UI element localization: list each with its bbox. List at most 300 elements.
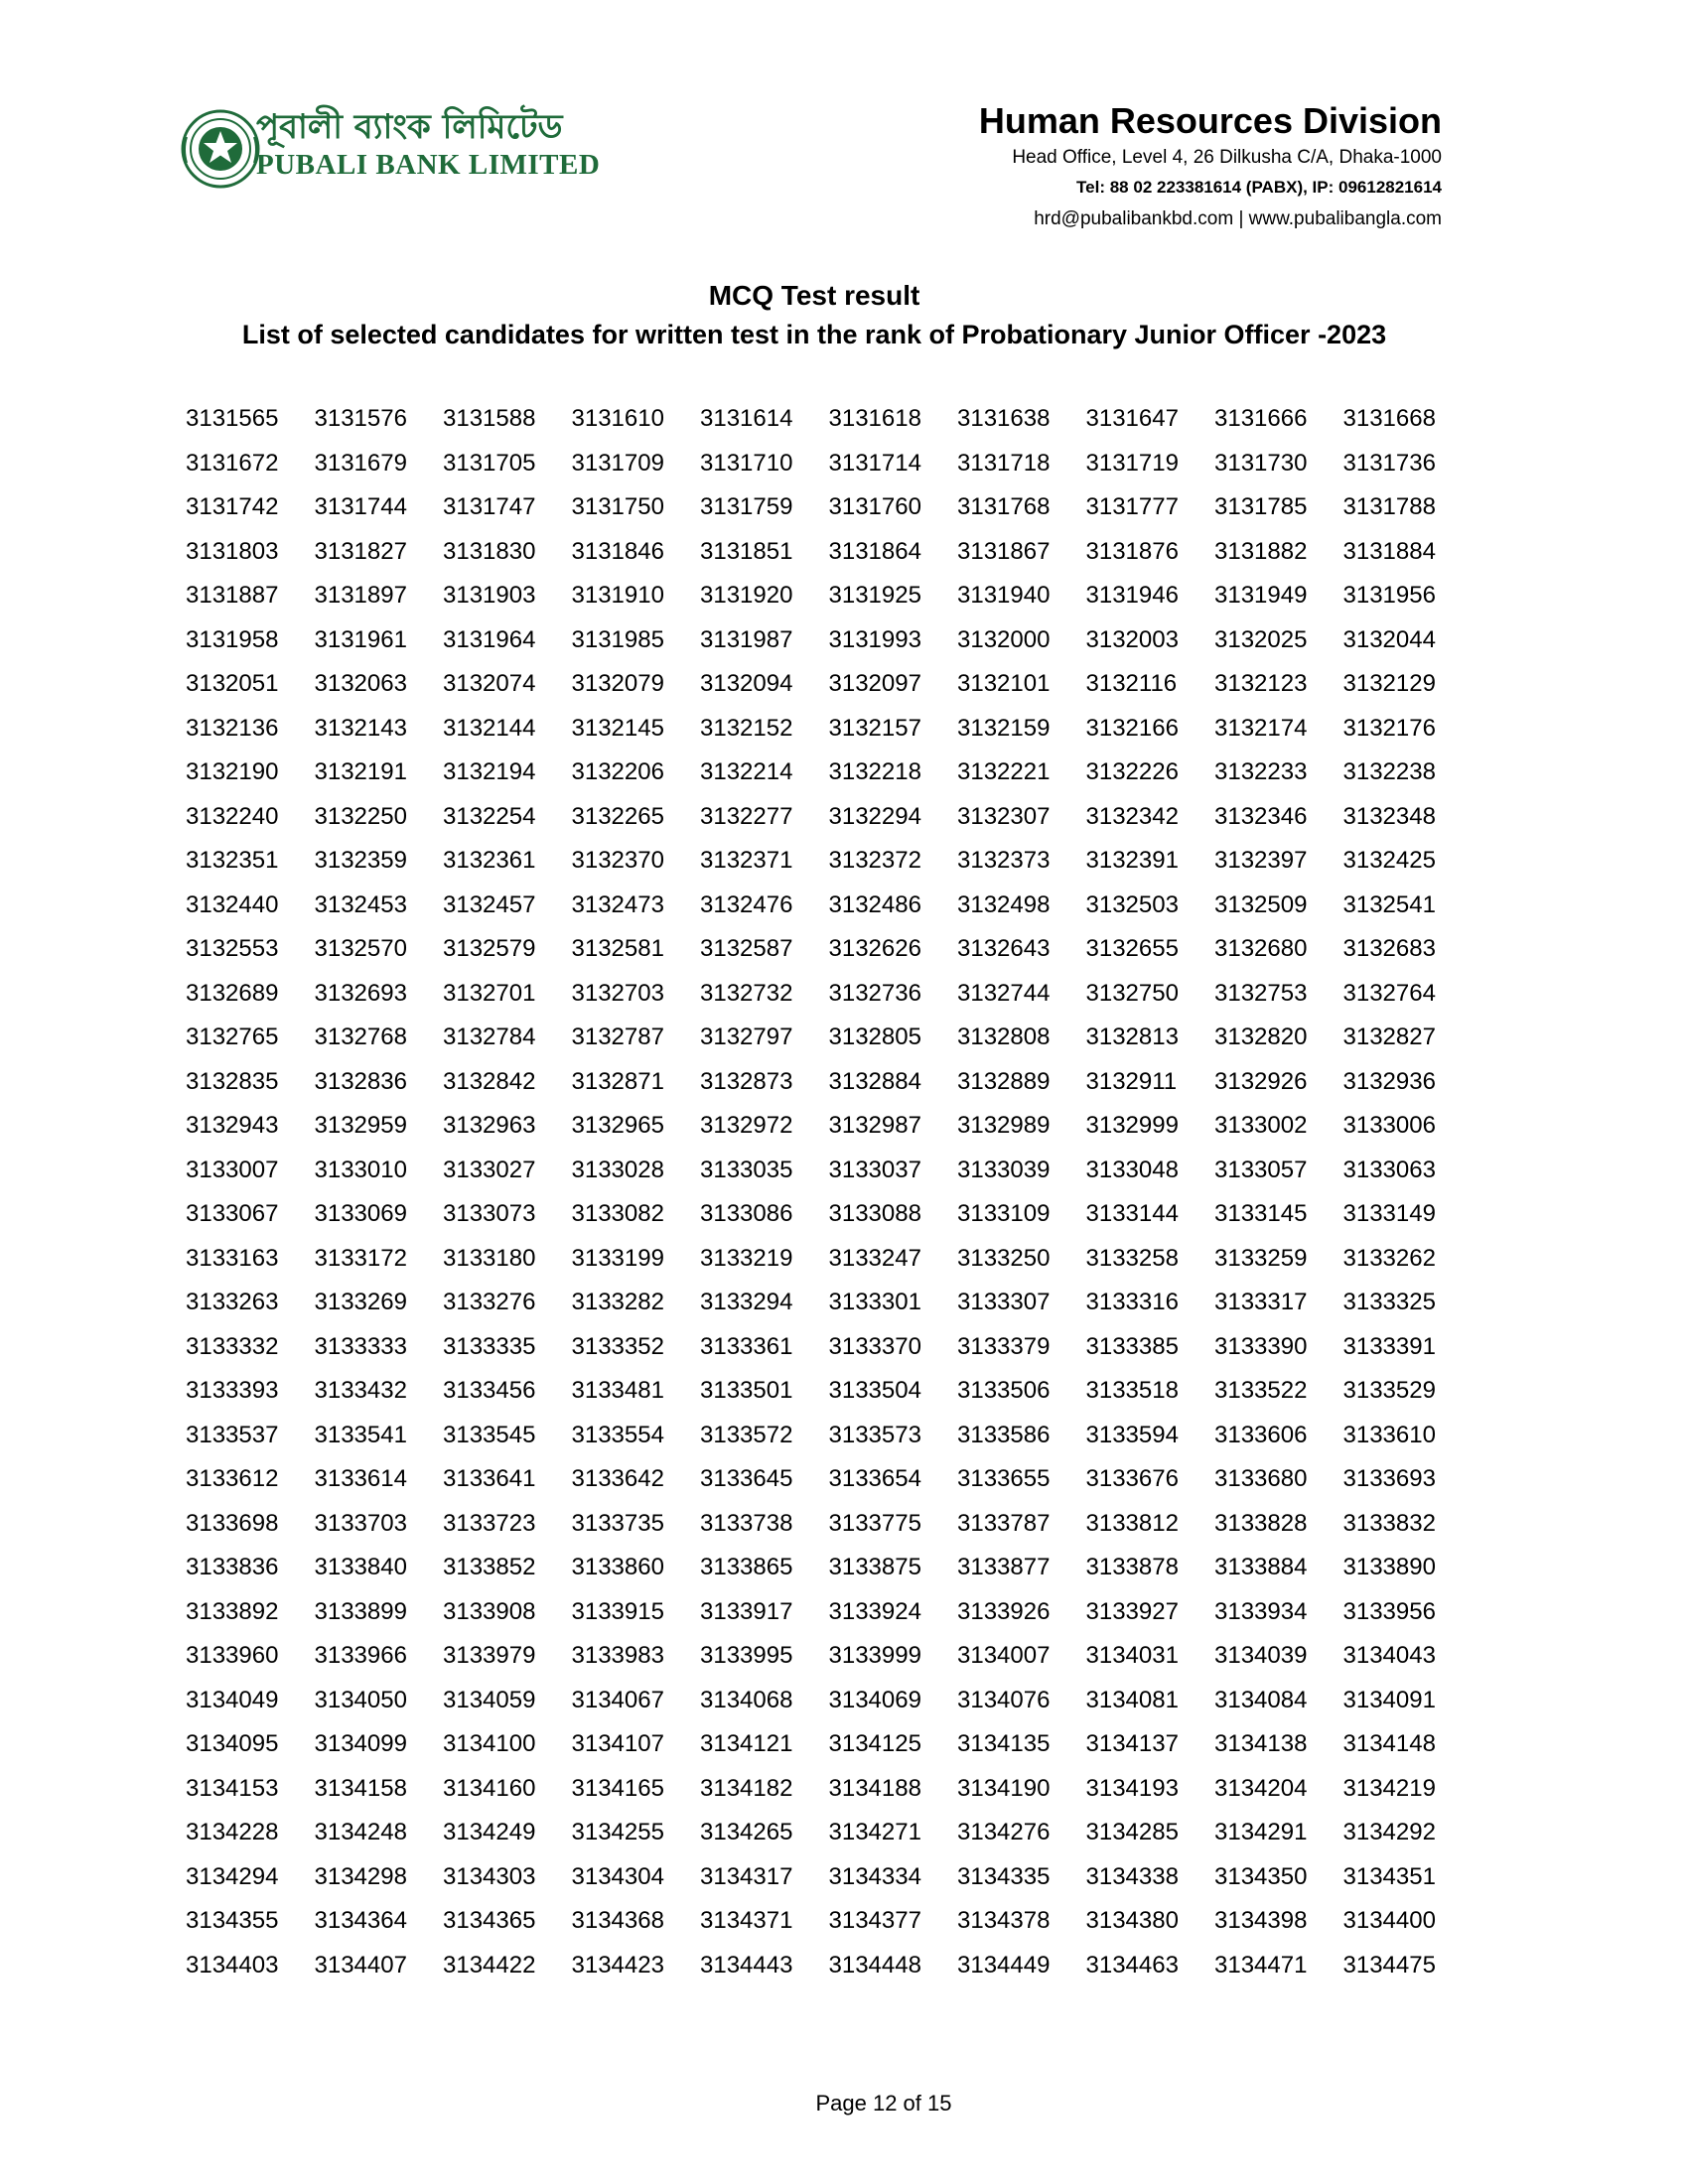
roll-number: 3133039 <box>957 1156 1051 1183</box>
roll-number: 3132911 <box>1085 1067 1178 1095</box>
roll-number: 3134219 <box>1342 1774 1436 1802</box>
roll-number: 3133884 <box>1214 1554 1308 1580</box>
roll-number: 3134422 <box>443 1951 536 1979</box>
roll-number: 3134355 <box>186 1907 279 1934</box>
roll-number: 3132873 <box>700 1067 793 1095</box>
roll-number: 3133037 <box>828 1156 921 1183</box>
roll-number: 3134400 <box>1342 1907 1436 1934</box>
roll-number: 3131760 <box>828 493 921 520</box>
roll-number: 3134475 <box>1342 1951 1436 1979</box>
roll-number: 3134350 <box>1214 1862 1308 1890</box>
roll-number: 3133787 <box>957 1509 1051 1537</box>
roll-number: 3132827 <box>1342 1024 1436 1050</box>
roll-number: 3133145 <box>1214 1200 1308 1227</box>
roll-number: 3133642 <box>571 1465 664 1492</box>
roll-number: 3133915 <box>571 1597 664 1625</box>
roll-number: 3133610 <box>1342 1421 1436 1448</box>
roll-number: 3133282 <box>571 1289 664 1315</box>
roll-number: 3132307 <box>957 802 1051 830</box>
roll-number: 3131946 <box>1085 582 1179 609</box>
roll-number: 3131993 <box>828 625 921 653</box>
roll-number: 3132372 <box>828 847 921 874</box>
roll-number: 3131803 <box>186 537 279 565</box>
roll-number: 3134031 <box>1085 1642 1179 1669</box>
roll-number: 3134265 <box>700 1819 793 1845</box>
roll-number: 3133775 <box>828 1509 921 1537</box>
roll-number: 3132233 <box>1214 758 1308 785</box>
roll-number: 3132943 <box>186 1112 279 1139</box>
roll-number: 3134448 <box>828 1951 921 1979</box>
roll-number: 3132963 <box>443 1112 536 1139</box>
roll-number: 3133269 <box>314 1289 407 1315</box>
roll-number: 3133537 <box>186 1421 279 1448</box>
pubali-star-seal-icon <box>179 107 268 197</box>
roll-number: 3132101 <box>957 670 1051 697</box>
roll-number: 3133983 <box>571 1642 664 1669</box>
roll-number: 3133878 <box>1085 1554 1179 1580</box>
roll-number: 3134248 <box>314 1819 407 1845</box>
roll-number: 3132820 <box>1214 1024 1308 1050</box>
roll-number: 3134304 <box>571 1862 664 1890</box>
roll-number: 3132157 <box>828 714 921 742</box>
roll-number: 3134351 <box>1342 1862 1436 1890</box>
roll-number: 3134081 <box>1085 1686 1179 1713</box>
roll-number: 3132240 <box>186 802 279 830</box>
roll-number: 3132226 <box>1085 758 1179 785</box>
roll-number: 3131709 <box>571 449 664 477</box>
roll-number: 3131864 <box>828 537 921 565</box>
roll-number: 3134160 <box>443 1774 536 1802</box>
roll-number: 3132587 <box>700 935 793 962</box>
roll-number: 3133504 <box>828 1377 921 1404</box>
roll-number: 3131882 <box>1214 537 1308 565</box>
roll-number: 3133890 <box>1342 1554 1436 1580</box>
roll-number: 3134125 <box>828 1730 921 1757</box>
roll-number: 3134039 <box>1214 1642 1308 1669</box>
roll-number: 3132361 <box>443 847 536 874</box>
roll-number: 3132626 <box>828 935 921 962</box>
division-header <box>979 99 1442 236</box>
bank-name-bengali: পূবালী ব্যাংক লিমিটেড <box>256 107 563 147</box>
roll-number: 3133594 <box>1085 1421 1179 1448</box>
roll-number: 3132842 <box>443 1067 536 1095</box>
roll-number: 3133518 <box>1085 1377 1179 1404</box>
roll-number: 3134463 <box>1085 1951 1179 1979</box>
roll-number: 3132805 <box>828 1024 921 1050</box>
roll-number: 3133069 <box>314 1200 407 1227</box>
roll-number: 3134255 <box>571 1819 664 1845</box>
roll-number: 3134135 <box>957 1730 1051 1757</box>
roll-number: 3133501 <box>700 1377 793 1404</box>
roll-number: 3133088 <box>828 1200 921 1227</box>
roll-number: 3132999 <box>1085 1112 1179 1139</box>
roll-number: 3131672 <box>186 449 279 477</box>
roll-number: 3131714 <box>828 449 921 477</box>
division-title: Human Resources Division <box>978 100 1442 141</box>
roll-number: 3132965 <box>571 1112 664 1139</box>
roll-number: 3131949 <box>1214 582 1308 609</box>
roll-number: 3134076 <box>957 1686 1051 1713</box>
roll-number: 3131744 <box>314 493 407 520</box>
roll-number: 3133333 <box>314 1332 407 1360</box>
roll-number: 3131768 <box>957 493 1051 520</box>
roll-number: 3132391 <box>1085 847 1179 874</box>
roll-number: 3132371 <box>700 847 793 874</box>
roll-number: 3131614 <box>700 405 793 432</box>
roll-number: 3133086 <box>700 1200 793 1227</box>
roll-number: 3133332 <box>186 1332 279 1360</box>
roll-number: 3133875 <box>828 1554 921 1580</box>
roll-number: 3133545 <box>443 1421 536 1448</box>
roll-number: 3131638 <box>957 405 1051 432</box>
roll-number: 3131910 <box>571 582 664 609</box>
roll-number: 3133693 <box>1342 1465 1436 1492</box>
roll-number: 3134403 <box>186 1951 279 1979</box>
roll-number: 3133832 <box>1342 1509 1436 1537</box>
roll-number: 3132732 <box>700 979 793 1007</box>
roll-number: 3133655 <box>957 1465 1051 1492</box>
roll-number: 3132750 <box>1085 979 1179 1007</box>
roll-number: 3132680 <box>1214 935 1308 962</box>
roll-number: 3133067 <box>186 1200 279 1227</box>
roll-number: 3132655 <box>1085 935 1179 962</box>
roll-number: 3133149 <box>1342 1200 1436 1227</box>
roll-number: 3134121 <box>700 1730 793 1757</box>
roll-number: 3133812 <box>1085 1509 1179 1537</box>
roll-number: 3133276 <box>443 1289 536 1315</box>
roll-number: 3134069 <box>828 1686 921 1713</box>
roll-number: 3132373 <box>957 847 1051 874</box>
roll-number: 3132191 <box>314 758 407 785</box>
roll-number: 3133432 <box>314 1377 407 1404</box>
roll-number: 3132835 <box>186 1067 279 1095</box>
roll-number: 3132136 <box>186 714 279 742</box>
roll-number: 3134271 <box>828 1819 921 1845</box>
roll-number: 3133370 <box>828 1332 921 1360</box>
roll-number: 3132753 <box>1214 979 1308 1007</box>
roll-number: 3131710 <box>700 449 793 477</box>
roll-number: 3134204 <box>1214 1774 1308 1802</box>
roll-number: 3133028 <box>571 1156 664 1183</box>
roll-number: 3132074 <box>443 670 536 697</box>
bank-name-english: PUBALI BANK LIMITED <box>256 149 601 181</box>
roll-number: 3134068 <box>700 1686 793 1713</box>
roll-number: 3133892 <box>186 1597 279 1625</box>
roll-number: 3131788 <box>1342 493 1436 520</box>
roll-number: 3132503 <box>1085 890 1179 918</box>
roll-number: 3133259 <box>1214 1244 1308 1272</box>
roll-number: 3132000 <box>957 625 1051 653</box>
roll-number: 3134335 <box>957 1862 1051 1890</box>
roll-number: 3132348 <box>1342 802 1436 830</box>
roll-number: 3134165 <box>571 1774 664 1802</box>
roll-number: 3131985 <box>571 625 664 653</box>
roll-number: 3133219 <box>700 1244 793 1272</box>
roll-number: 3134334 <box>828 1862 921 1890</box>
roll-number: 3132683 <box>1342 935 1436 962</box>
roll-number: 3134249 <box>443 1819 536 1845</box>
roll-number: 3134084 <box>1214 1686 1308 1713</box>
roll-number: 3133924 <box>828 1597 921 1625</box>
roll-number: 3132701 <box>443 979 536 1007</box>
roll-number: 3132736 <box>828 979 921 1007</box>
roll-number: 3134407 <box>314 1951 407 1979</box>
roll-number: 3132768 <box>314 1024 407 1050</box>
roll-number: 3131736 <box>1342 449 1436 477</box>
roll-number: 3131730 <box>1214 449 1308 477</box>
telephone-line: Tel: 88 02 223381614 (PABX), IP: 09612821614 <box>1076 178 1442 197</box>
roll-number: 3132174 <box>1214 714 1308 742</box>
roll-number: 3132440 <box>186 890 279 918</box>
contact-line: hrd@pubalibankbd.com | www.pubalibangla.com <box>1034 208 1442 229</box>
roll-number: 3133109 <box>957 1200 1051 1227</box>
roll-number: 3131940 <box>957 582 1051 609</box>
roll-number: 3133641 <box>443 1465 536 1492</box>
roll-number: 3131785 <box>1214 493 1308 520</box>
roll-number: 3133317 <box>1214 1289 1308 1315</box>
roll-number: 3133010 <box>314 1156 407 1183</box>
roll-number: 3132359 <box>314 847 407 874</box>
roll-number: 3132370 <box>571 847 664 874</box>
roll-number: 3133927 <box>1085 1597 1179 1625</box>
roll-number: 3134368 <box>571 1907 664 1934</box>
roll-number: 3133586 <box>957 1421 1051 1448</box>
page-title: MCQ Test result <box>708 280 920 311</box>
roll-number: 3133199 <box>571 1244 664 1272</box>
roll-number: 3132703 <box>571 979 664 1007</box>
roll-number: 3132884 <box>828 1067 921 1095</box>
roll-number: 3133612 <box>186 1465 279 1492</box>
roll-number: 3132808 <box>957 1024 1051 1050</box>
roll-number: 3134423 <box>571 1951 664 1979</box>
roll-number: 3132989 <box>957 1112 1051 1139</box>
roll-number: 3133361 <box>700 1332 793 1360</box>
roll-number: 3133006 <box>1342 1112 1436 1139</box>
roll-number: 3133247 <box>828 1244 921 1272</box>
roll-number: 3131961 <box>314 625 407 653</box>
roll-number: 3132784 <box>443 1024 536 1050</box>
roll-number: 3133180 <box>443 1244 536 1272</box>
roll-number: 3133738 <box>700 1509 793 1537</box>
roll-number: 3132509 <box>1214 890 1308 918</box>
roll-number: 3132473 <box>571 890 664 918</box>
roll-number: 3132003 <box>1085 625 1179 653</box>
roll-number: 3132476 <box>700 890 793 918</box>
roll-number: 3133680 <box>1214 1465 1308 1492</box>
roll-number: 3131668 <box>1342 405 1436 432</box>
roll-number: 3132194 <box>443 758 536 785</box>
roll-number: 3134449 <box>957 1951 1051 1979</box>
roll-number: 3133335 <box>443 1332 536 1360</box>
roll-number: 3132277 <box>700 802 793 830</box>
roll-number: 3133956 <box>1342 1597 1436 1625</box>
roll-number: 3132397 <box>1214 847 1308 874</box>
roll-number: 3133163 <box>186 1244 279 1272</box>
roll-number: 3133082 <box>571 1200 664 1227</box>
roll-number: 3134371 <box>700 1907 793 1934</box>
roll-number: 3134107 <box>571 1730 664 1757</box>
roll-number: 3133865 <box>700 1554 793 1580</box>
roll-number: 3133522 <box>1214 1377 1308 1404</box>
roll-number: 3132744 <box>957 979 1051 1007</box>
roll-number: 3132116 <box>1085 670 1178 697</box>
roll-number: 3133979 <box>443 1642 536 1669</box>
roll-number: 3131884 <box>1342 537 1436 565</box>
roll-number: 3131958 <box>186 625 279 653</box>
roll-number: 3134095 <box>186 1730 279 1757</box>
roll-number: 3133999 <box>828 1642 921 1669</box>
roll-number: 3132541 <box>1342 890 1436 918</box>
roll-number: 3132144 <box>443 714 536 742</box>
roll-number: 3134059 <box>443 1686 536 1713</box>
roll-number: 3132218 <box>828 758 921 785</box>
roll-number: 3133250 <box>957 1244 1051 1272</box>
roll-number: 3133735 <box>571 1509 664 1537</box>
roll-number: 3134291 <box>1214 1819 1308 1845</box>
roll-number: 3132342 <box>1085 802 1179 830</box>
roll-number: 3134050 <box>314 1686 407 1713</box>
roll-number: 3132044 <box>1342 625 1436 653</box>
roll-number: 3132457 <box>443 890 536 918</box>
roll-number: 3134188 <box>828 1774 921 1802</box>
roll-number: 3134137 <box>1085 1730 1179 1757</box>
roll-number: 3131867 <box>957 537 1051 565</box>
roll-number: 3132145 <box>571 714 664 742</box>
roll-number: 3132265 <box>571 802 664 830</box>
roll-number: 3132254 <box>443 802 536 830</box>
roll-number: 3133645 <box>700 1465 793 1492</box>
roll-number: 3133262 <box>1342 1244 1436 1272</box>
roll-number: 3131719 <box>1085 449 1179 477</box>
roll-number: 3133572 <box>700 1421 793 1448</box>
roll-number: 3131750 <box>571 493 664 520</box>
roll-number-grid <box>186 397 1472 1987</box>
roll-number: 3132123 <box>1214 670 1308 697</box>
roll-number: 3133529 <box>1342 1377 1436 1404</box>
roll-number: 3133456 <box>443 1377 536 1404</box>
roll-number: 3132643 <box>957 935 1051 962</box>
roll-number: 3134292 <box>1342 1819 1436 1845</box>
roll-number: 3132453 <box>314 890 407 918</box>
roll-number: 3134067 <box>571 1686 664 1713</box>
roll-number: 3133057 <box>1214 1156 1308 1183</box>
roll-number: 3131747 <box>443 493 536 520</box>
roll-number: 3133836 <box>186 1554 279 1580</box>
roll-number: 3133002 <box>1214 1112 1308 1139</box>
roll-number: 3133573 <box>828 1421 921 1448</box>
roll-number: 3134091 <box>1342 1686 1436 1713</box>
roll-number: 3132813 <box>1085 1024 1179 1050</box>
roll-number: 3132765 <box>186 1024 279 1050</box>
roll-number: 3131827 <box>314 537 407 565</box>
roll-number: 3131576 <box>314 405 407 432</box>
roll-number: 3133390 <box>1214 1332 1308 1360</box>
roll-number: 3133007 <box>186 1156 279 1183</box>
roll-number: 3134338 <box>1085 1862 1179 1890</box>
roll-number: 3133877 <box>957 1554 1051 1580</box>
roll-number: 3132238 <box>1342 758 1436 785</box>
roll-number: 3133852 <box>443 1554 536 1580</box>
roll-number: 3133614 <box>314 1465 407 1492</box>
roll-number: 3131618 <box>828 405 921 432</box>
roll-number: 3132079 <box>571 670 664 697</box>
roll-number: 3132889 <box>957 1067 1051 1095</box>
roll-number: 3132926 <box>1214 1067 1308 1095</box>
roll-number: 3133144 <box>1085 1200 1179 1227</box>
roll-number: 3134138 <box>1214 1730 1308 1757</box>
roll-number: 3133481 <box>571 1377 664 1404</box>
roll-number: 3134193 <box>1085 1774 1179 1802</box>
roll-number: 3132579 <box>443 935 536 962</box>
roll-number: 3132351 <box>186 847 279 874</box>
roll-number: 3131956 <box>1342 582 1436 609</box>
roll-number: 3133063 <box>1342 1156 1436 1183</box>
roll-number: 3132129 <box>1342 670 1436 697</box>
roll-number: 3134099 <box>314 1730 407 1757</box>
roll-number: 3134317 <box>700 1862 793 1890</box>
roll-number: 3131887 <box>186 582 279 609</box>
roll-number: 3133301 <box>828 1289 921 1315</box>
roll-number: 3131964 <box>443 625 536 653</box>
roll-number: 3134007 <box>957 1642 1051 1669</box>
roll-number: 3132159 <box>957 714 1051 742</box>
roll-number: 3132836 <box>314 1067 407 1095</box>
roll-number: 3132063 <box>314 670 407 697</box>
roll-number: 3134398 <box>1214 1907 1308 1934</box>
page-number: Page 12 of 15 <box>815 2091 952 2116</box>
roll-number: 3132221 <box>957 758 1051 785</box>
roll-number: 3133035 <box>700 1156 793 1183</box>
roll-number: 3134471 <box>1214 1951 1308 1979</box>
roll-number: 3131565 <box>186 405 279 432</box>
roll-number: 3132214 <box>700 758 793 785</box>
roll-number: 3132972 <box>700 1112 793 1139</box>
roll-number: 3132797 <box>700 1024 793 1050</box>
roll-number: 3132693 <box>314 979 407 1007</box>
roll-number: 3134158 <box>314 1774 407 1802</box>
roll-number: 3132581 <box>571 935 664 962</box>
roll-number: 3132097 <box>828 670 921 697</box>
roll-number: 3133654 <box>828 1465 921 1492</box>
roll-number: 3133926 <box>957 1597 1051 1625</box>
roll-number: 3132025 <box>1214 625 1308 653</box>
roll-number: 3134182 <box>700 1774 793 1802</box>
roll-number: 3133506 <box>957 1377 1051 1404</box>
roll-number: 3133048 <box>1085 1156 1179 1183</box>
roll-number: 3132346 <box>1214 802 1308 830</box>
roll-number: 3133393 <box>186 1377 279 1404</box>
roll-number: 3132570 <box>314 935 407 962</box>
roll-number: 3131876 <box>1085 537 1179 565</box>
roll-number: 3134190 <box>957 1774 1051 1802</box>
roll-number: 3132764 <box>1342 979 1436 1007</box>
roll-number: 3134377 <box>828 1907 921 1934</box>
roll-number: 3131777 <box>1085 493 1179 520</box>
roll-number: 3131903 <box>443 582 536 609</box>
roll-number: 3132486 <box>828 890 921 918</box>
roll-number: 3133676 <box>1085 1465 1179 1492</box>
roll-number: 3131897 <box>314 582 407 609</box>
roll-number: 3132051 <box>186 670 279 697</box>
roll-number: 3134378 <box>957 1907 1051 1934</box>
roll-number: 3132871 <box>571 1067 664 1095</box>
roll-number: 3132250 <box>314 802 407 830</box>
roll-number: 3131610 <box>571 405 664 432</box>
roll-number: 3133258 <box>1085 1244 1179 1272</box>
roll-number: 3133172 <box>314 1244 407 1272</box>
roll-number: 3131647 <box>1085 405 1179 432</box>
roll-number: 3131846 <box>571 537 664 565</box>
